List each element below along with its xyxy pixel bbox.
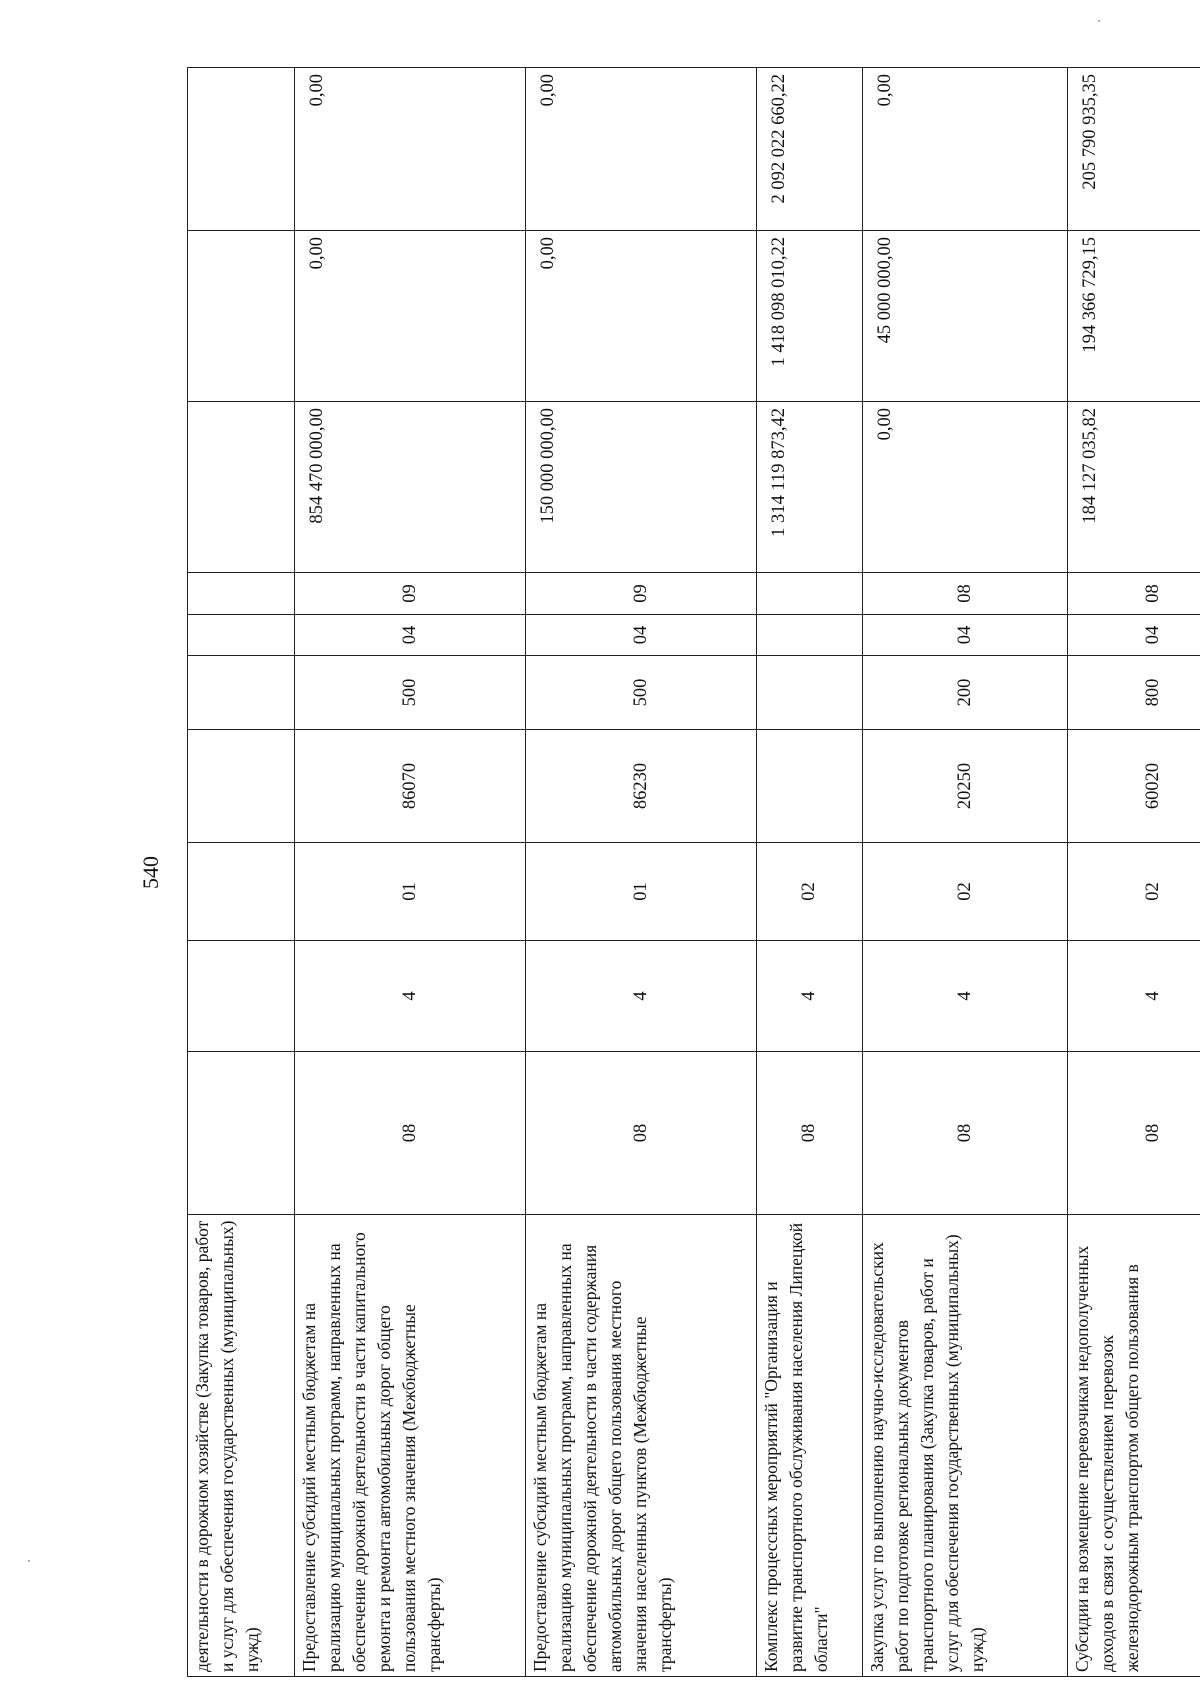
scan-speck bbox=[28, 1560, 30, 1562]
code-cell: 02 bbox=[863, 843, 1068, 941]
code-cell: 4 bbox=[863, 941, 1068, 1052]
table-row bbox=[188, 68, 295, 1677]
code-cell bbox=[757, 656, 863, 730]
code-cell: 20250 bbox=[863, 730, 1068, 843]
row-description: Комплекс процессных мероприятий "Организация и развитие транспортного обслуживания населения Липецкой области" bbox=[757, 1215, 863, 1677]
code-cell: 08 bbox=[863, 1052, 1068, 1215]
amount-cell bbox=[188, 68, 295, 231]
row-description: Закупка услуг по выполнению научно-исследовательских работ по подготовке региональных документов транспортного планирования (Закупка товаров, работ и услуг для обеспечения государственных (муниципальных) нужд) bbox=[863, 1215, 1068, 1677]
row-description: Субсидии на возмещение перевозчикам недополученных доходов в связи с осуществлением перевозок железнодорожным транспортом общего пользования в bbox=[1068, 1215, 1200, 1677]
code-cell: 500 bbox=[526, 656, 757, 730]
code-cell: 08 bbox=[1068, 1052, 1200, 1215]
amount-cell: 194 366 729,15 bbox=[1068, 231, 1200, 402]
code-cell: 500 bbox=[295, 656, 526, 730]
code-cell: 200 bbox=[863, 656, 1068, 730]
code-cell bbox=[757, 730, 863, 843]
code-cell: 08 bbox=[295, 1052, 526, 1215]
amount-cell: 2 092 022 660,22 bbox=[757, 68, 863, 231]
code-cell bbox=[188, 615, 295, 656]
code-cell: 86070 bbox=[295, 730, 526, 843]
code-cell: 04 bbox=[1068, 615, 1200, 656]
amount-cell: 45 000 000,00 bbox=[863, 231, 1068, 402]
row-description: Предоставление субсидий местным бюджетам на реализацию муниципальных программ, направленных на обеспечение дорожной деятельности в части капитального ремонта и ремонта автомобильных дорог общего пользования местного значения (Межбюджетные трансферты) bbox=[295, 1215, 526, 1677]
amount-cell: 1 314 119 873,42 bbox=[757, 402, 863, 573]
code-cell bbox=[188, 730, 295, 843]
amount-cell: 0,00 bbox=[295, 231, 526, 402]
amount-cell bbox=[188, 402, 295, 573]
code-cell: 08 bbox=[1068, 573, 1200, 615]
code-cell bbox=[188, 843, 295, 941]
amount-cell: 854 470 000,00 bbox=[295, 402, 526, 573]
code-cell: 08 bbox=[526, 1052, 757, 1215]
code-cell: 04 bbox=[863, 615, 1068, 656]
amount-cell: 0,00 bbox=[295, 68, 526, 231]
code-cell: 800 bbox=[1068, 656, 1200, 730]
code-cell: 02 bbox=[757, 843, 863, 941]
amount-cell: 0,00 bbox=[526, 231, 757, 402]
amount-cell: 0,00 bbox=[863, 68, 1068, 231]
code-cell bbox=[757, 573, 863, 615]
amount-cell: 184 127 035,82 bbox=[1068, 402, 1200, 573]
code-cell bbox=[188, 1052, 295, 1215]
amount-cell: 150 000 000,00 bbox=[526, 402, 757, 573]
code-cell: 02 bbox=[1068, 843, 1200, 941]
table-row bbox=[863, 68, 1068, 1677]
table-row bbox=[757, 68, 863, 1677]
code-cell: 4 bbox=[295, 941, 526, 1052]
code-cell: 09 bbox=[295, 573, 526, 615]
code-cell: 04 bbox=[295, 615, 526, 656]
code-cell: 4 bbox=[757, 941, 863, 1052]
code-cell: 01 bbox=[295, 843, 526, 941]
amount-cell: 1 418 098 010,22 bbox=[757, 231, 863, 402]
code-cell bbox=[188, 656, 295, 730]
code-cell bbox=[188, 573, 295, 615]
table-row bbox=[526, 68, 757, 1677]
code-cell: 4 bbox=[526, 941, 757, 1052]
code-cell: 08 bbox=[863, 573, 1068, 615]
table-row bbox=[1068, 68, 1200, 1677]
row-description: Предоставление субсидий местным бюджетам на реализацию муниципальных программ, направленных на обеспечение дорожной деятельности в части содержания автомобильных дорог общего пользования местного значения населенных пунктов (Межбюджетные трансферты) bbox=[526, 1215, 757, 1677]
rotated-page-content bbox=[135, 68, 1163, 1677]
code-cell: 04 bbox=[526, 615, 757, 656]
code-cell bbox=[757, 615, 863, 656]
code-cell: 4 bbox=[1068, 941, 1200, 1052]
amount-cell: 0,00 bbox=[863, 402, 1068, 573]
code-cell bbox=[188, 941, 295, 1052]
amount-cell: 0,00 bbox=[526, 68, 757, 231]
scan-speck bbox=[1098, 20, 1100, 22]
page-number: 540 bbox=[138, 856, 163, 889]
row-description: деятельности в дорожном хозяйстве (Закупка товаров, работ и услуг для обеспечения государственных (муниципальных) нужд) bbox=[188, 1215, 295, 1677]
amount-cell bbox=[188, 231, 295, 402]
table-row bbox=[295, 68, 526, 1677]
code-cell: 01 bbox=[526, 843, 757, 941]
code-cell: 60020 bbox=[1068, 730, 1200, 843]
budget-table bbox=[187, 67, 1200, 1677]
code-cell: 86230 bbox=[526, 730, 757, 843]
amount-cell: 205 790 935,35 bbox=[1068, 68, 1200, 231]
code-cell: 08 bbox=[757, 1052, 863, 1215]
code-cell: 09 bbox=[526, 573, 757, 615]
